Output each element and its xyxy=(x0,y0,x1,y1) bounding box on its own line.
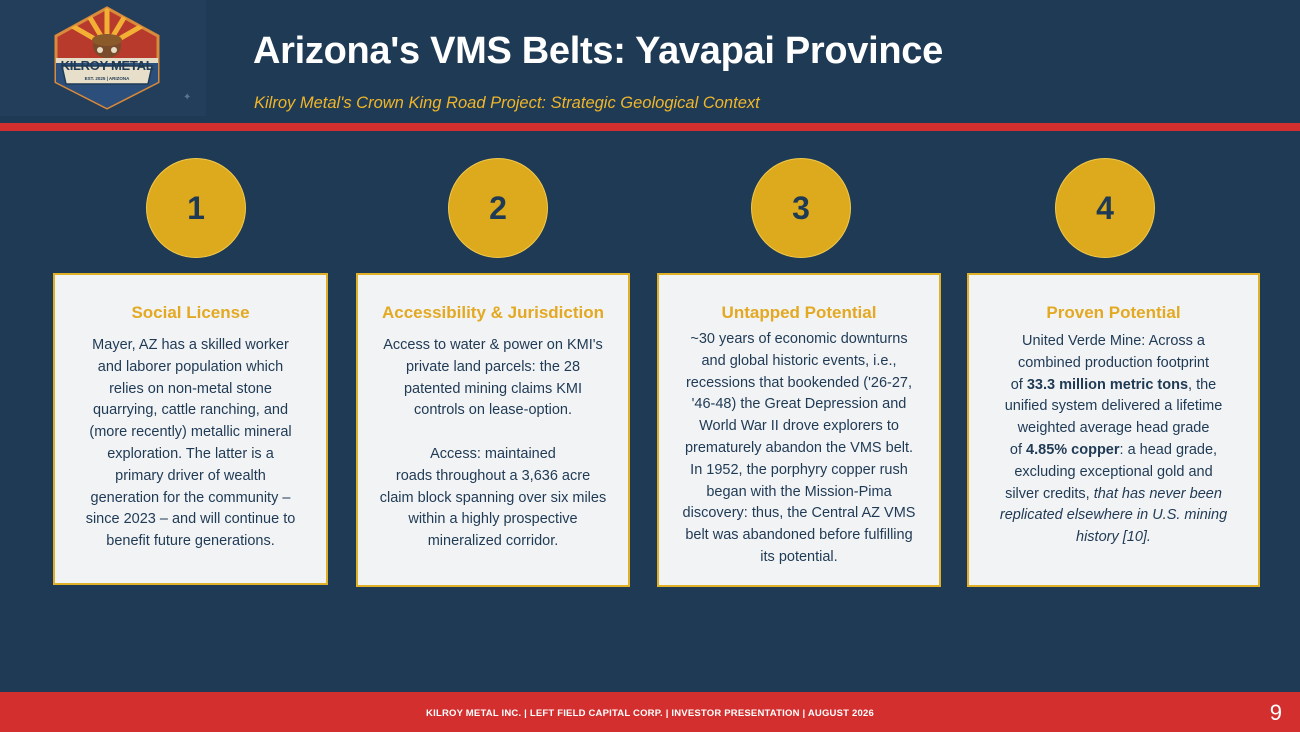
card-line: began with the Mission-Pima xyxy=(706,483,892,500)
step-number-badge: 1 xyxy=(146,158,246,258)
card-line: Access: maintained xyxy=(430,445,556,462)
card-line: exploration. The latter is a xyxy=(107,445,274,462)
card-line: within a highly prospective xyxy=(408,511,578,528)
card-line: relies on non-metal stone xyxy=(109,380,272,397)
card-line: excluding exceptional gold and xyxy=(1014,463,1213,480)
card-line: of 4.85% copper: a head grade, xyxy=(1009,441,1218,458)
card-line: In 1952, the porphyry copper rush xyxy=(690,461,908,478)
sparkle-icon: ✦ xyxy=(183,92,192,103)
card-line: recessions that bookended ('26-27, xyxy=(685,374,913,391)
card-title: Social License xyxy=(131,303,250,322)
card-line: replicated elsewhere in U.S. mining xyxy=(999,507,1228,524)
card-line: private land parcels: the 28 xyxy=(405,358,581,375)
card-line: of 33.3 million metric tons, the xyxy=(1010,376,1217,393)
card-line: United Verde Mine: Across a xyxy=(1022,333,1205,349)
card-line: unified system delivered a lifetime xyxy=(1004,398,1223,415)
card-accessibility-jurisdiction xyxy=(356,273,630,587)
card-line: ~30 years of economic downturns xyxy=(690,331,908,347)
card-line: belt was abandoned before fulfilling xyxy=(685,527,913,544)
card-title: Proven Potential xyxy=(1046,303,1181,322)
card-body xyxy=(969,331,1258,549)
card-line: (more recently) metallic mineral xyxy=(89,424,292,441)
card-line: claim block spanning over six miles xyxy=(379,489,607,506)
card-line: Access to water & power on KMI's xyxy=(383,337,603,353)
step-number-badge: 4 xyxy=(1055,158,1155,258)
card-line: history [10]. xyxy=(1076,529,1151,546)
card-line: quarrying, cattle ranching, and xyxy=(92,402,289,419)
card-line: and global historic events, i.e., xyxy=(701,352,897,369)
card-line: primary driver of wealth xyxy=(115,467,266,484)
card-line: controls on lease-option. xyxy=(414,402,572,419)
card-line: weighted average head grade xyxy=(1017,420,1210,437)
header-divider xyxy=(0,123,1300,131)
card-proven-potential xyxy=(967,273,1260,587)
card-line: mineralized corridor. xyxy=(427,533,559,550)
card-body xyxy=(659,329,939,569)
logo xyxy=(0,0,206,116)
page-title: Arizona's VMS Belts: Yavapai Province xyxy=(253,30,943,72)
card-line: patented mining claims KMI xyxy=(403,380,583,397)
footer-bar xyxy=(0,692,1300,732)
card-line: since 2023 – and will continue to xyxy=(85,511,296,528)
logo-wordmark: KILROY METAL xyxy=(60,58,154,73)
card-line: combined production footprint xyxy=(1017,354,1210,371)
card-untapped-potential xyxy=(657,273,941,587)
card-line: and laborer population which xyxy=(97,358,284,375)
card-line: silver credits, that has never been xyxy=(1005,485,1222,502)
footer-text: KILROY METAL INC. | LEFT FIELD CAPITAL CORP. | INVESTOR PRESENTATION | AUGUST 2026 xyxy=(426,708,874,719)
page-subtitle: Kilroy Metal's Crown King Road Project: Strategic Geological Context xyxy=(254,94,760,112)
card-line: its potential. xyxy=(760,548,838,565)
step-number-badge: 3 xyxy=(751,158,851,258)
card-social-license xyxy=(53,273,328,585)
highlight-grade: 4.85% copper xyxy=(1026,441,1120,458)
card-line: World War II drove explorers to xyxy=(699,418,899,435)
card-title: Accessibility & Jurisdiction xyxy=(381,303,604,322)
card-line: prematurely abandon the VMS belt. xyxy=(684,439,914,456)
logo-tagline: EST. 2025 | ARIZONA xyxy=(84,76,130,81)
card-title: Untapped Potential xyxy=(721,303,877,322)
step-number-badge: 2 xyxy=(448,158,548,258)
card-line: '46-48) the Great Depression and xyxy=(691,396,907,413)
card-line: discovery: thus, the Central AZ VMS xyxy=(682,505,916,522)
card-line: roads throughout a 3,636 acre xyxy=(395,467,591,484)
card-line: benefit future generations. xyxy=(106,533,275,550)
card-line: generation for the community – xyxy=(90,489,291,506)
card-body xyxy=(55,335,326,553)
card-body xyxy=(358,335,628,553)
highlight-tonnage: 33.3 million metric tons xyxy=(1026,376,1189,393)
page-number: 9 xyxy=(1269,700,1282,725)
card-line: Mayer, AZ has a skilled worker xyxy=(92,337,289,353)
